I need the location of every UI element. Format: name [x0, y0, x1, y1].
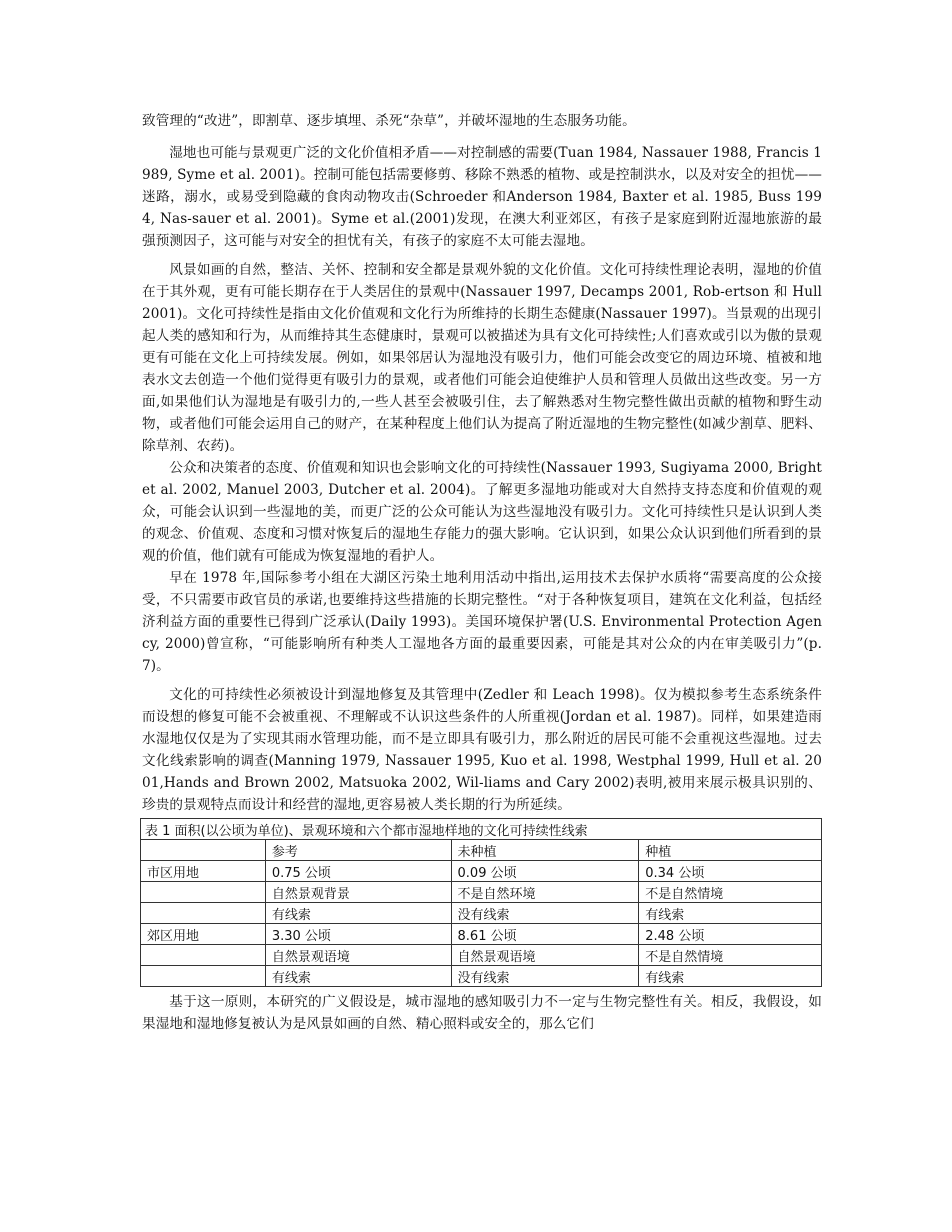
table-cell: 0.09 公顷 — [451, 861, 639, 882]
table-cell: 8.61 公顷 — [451, 924, 639, 945]
table-cell: 自然景观语境 — [265, 945, 451, 966]
header-cell: 未种植 — [451, 840, 639, 861]
table-cell: 没有线索 — [451, 903, 639, 924]
header-cell: 种植 — [639, 840, 822, 861]
table-cell: 0.34 公顷 — [639, 861, 822, 882]
table-cell: 市区用地 — [141, 861, 266, 882]
table-cell: 郊区用地 — [141, 924, 266, 945]
header-cell — [141, 840, 266, 861]
document-page — [142, 110, 822, 1035]
table-row — [141, 924, 822, 945]
table-row — [141, 882, 822, 903]
table-cell — [141, 966, 266, 987]
paragraph-5: 文化的可持续性必须被设计到湿地修复及其管理中(Zedler 和 Leach 1998)。仅为模拟参考生态系统条件而设想的修复可能不会被重视、不理解或不认识这些条件的人所重视(Jordan et al. 1987)。同样，如果建造雨水湿地仅仅是为了实现其雨水管理功能，而不是立即具有吸引力，那么附近的居民可能不会重视这些湿地。过去文化线索影响的调查(Manning 1979, Nassauer 1995, Kuo et al. 1998, Westphal 1999, Hull et al. 2001,Hands and Brown 2002, Matsuoka 2002, Wil-liams and Cary 2002)表明,被用来展示极具识别的、珍贵的景观特点而设计和经营的湿地,更容易被人类长期的行为所延续。 — [142, 687, 822, 813]
table-cell — [141, 903, 266, 924]
paragraph-3: 公众和决策者的态度、价值观和知识也会影响文化的可持续性(Nassauer 1993, Sugiyama 2000, Bright et al. 2002, Manuel 2003, Dutcher et al. 2004)。了解更多湿地功能或对大自然持支持态度和价值观的观众，可能会认识到一些湿地的美，而更广泛的公众可能认为这些湿地没有吸引力。文化可持续性只是认识到人类的观念、价值观、态度和习惯对恢复后的湿地生存能力的强大影响。它认识到，如果公众认识到他们所看到的景观的价值，他们就有可能成为恢复湿地的看护人。 — [142, 460, 822, 564]
table-cell — [141, 945, 266, 966]
table-cell: 不是自然环境 — [451, 882, 639, 903]
table-caption-row — [141, 819, 822, 840]
table-row — [141, 903, 822, 924]
table-row — [141, 861, 822, 882]
table-cell: 3.30 公顷 — [265, 924, 451, 945]
paragraph-2: 风景如画的自然，整洁、关怀、控制和安全都是景观外貌的文化价值。文化可持续性理论表明，湿地的价值在于其外观，更有可能长期存在于人类居住的景观中(Nassauer 1997, Decamps 2001, Rob-ertson 和 Hull 2001)。文化可持续性是指由文化价值观和文化行为所维持的长期生态健康(Nassauer 1997)。当景观的出现引起人类的感知和行为，从而维持其生态健康时，景观可以被描述为具有文化可持续性;人们喜欢或引以为傲的景观更有可能在文化上可持续发展。例如，如果邻居认为湿地没有吸引力，他们可能会改变它的周边环境、植被和地表水文去创造一个他们觉得更有吸引力的景观，或者他们可能会迫使维护人员和管理人员做出这些改变。另一方面,如果他们认为湿地是有吸引力的,一些人甚至会被吸引住，去了解熟悉对生物完整性做出贡献的植物和野生动物，或者他们可能会运用自己的财产，在某种程度上他们认为提高了附近湿地的生物完整性(如减少割草、肥料、除草剂、农药)。 — [142, 262, 822, 454]
table-header-row — [141, 840, 822, 861]
table-row — [141, 966, 822, 987]
data-table — [140, 818, 822, 987]
table-caption: 表 1 面积(以公顷为单位)、景观环境和六个都市湿地样地的文化可持续性线索 — [141, 819, 822, 840]
table-cell: 自然景观语境 — [451, 945, 639, 966]
paragraph-0: 致管理的“改进”，即割草、逐步填埋、杀死“杂草”，并破坏湿地的生态服务功能。 — [142, 113, 636, 129]
paragraph-4: 早在 1978 年,国际参考小组在大湖区污染土地利用活动中指出,运用技术去保护水质将“需要高度的公众接受，不只需要市政官员的承诺,也要维持这些措施的长期完整性。“对于各种恢复项目，建筑在文化利益，包括经济利益方面的重要性已得到广泛承认(Daily 1993)。美国环境保护署(U.S. Environmental Protection Agency, 2000)曾宣称，“可能影响所有种类人工湿地各方面的最重要因素，可能是其对公众的内在审美吸引力”(p. 7)。 — [142, 570, 822, 674]
table-cell: 不是自然情境 — [639, 945, 822, 966]
table-cell: 有线索 — [639, 966, 822, 987]
table-cell — [141, 882, 266, 903]
table-cell: 有线索 — [265, 966, 451, 987]
table-cell: 有线索 — [265, 903, 451, 924]
table-cell: 自然景观背景 — [265, 882, 451, 903]
header-cell: 参考 — [265, 840, 451, 861]
table-cell: 有线索 — [639, 903, 822, 924]
paragraph-6: 基于这一原则，本研究的广义假设是，城市湿地的感知吸引力不一定与生物完整性有关。相反，我假设，如果湿地和湿地修复被认为是风景如画的自然、精心照料或安全的，那么它们 — [142, 994, 822, 1032]
table-row — [141, 945, 822, 966]
table-cell: 0.75 公顷 — [265, 861, 451, 882]
table-cell: 2.48 公顷 — [639, 924, 822, 945]
table-cell: 没有线索 — [451, 966, 639, 987]
paragraph-1: 湿地也可能与景观更广泛的文化价值相矛盾——对控制感的需要(Tuan 1984, Nassauer 1988, Francis 1989, Syme et al. 2001)。控制可能包括需要修剪、移除不熟悉的植物、或是控制洪水，以及对安全的担忧——迷路，溺水，或易受到隐藏的食肉动物攻击(Schroeder 和Anderson 1984, Baxter et al. 1985, Buss 1994, Nas-sauer et al. 2001)。Syme et al.(2001)发现，在澳大利亚郊区，有孩子是家庭到附近湿地旅游的最强预测因子，这可能与对安全的担忧有关，有孩子的家庭不太可能去湿地。 — [142, 145, 822, 249]
table-cell: 不是自然情境 — [639, 882, 822, 903]
